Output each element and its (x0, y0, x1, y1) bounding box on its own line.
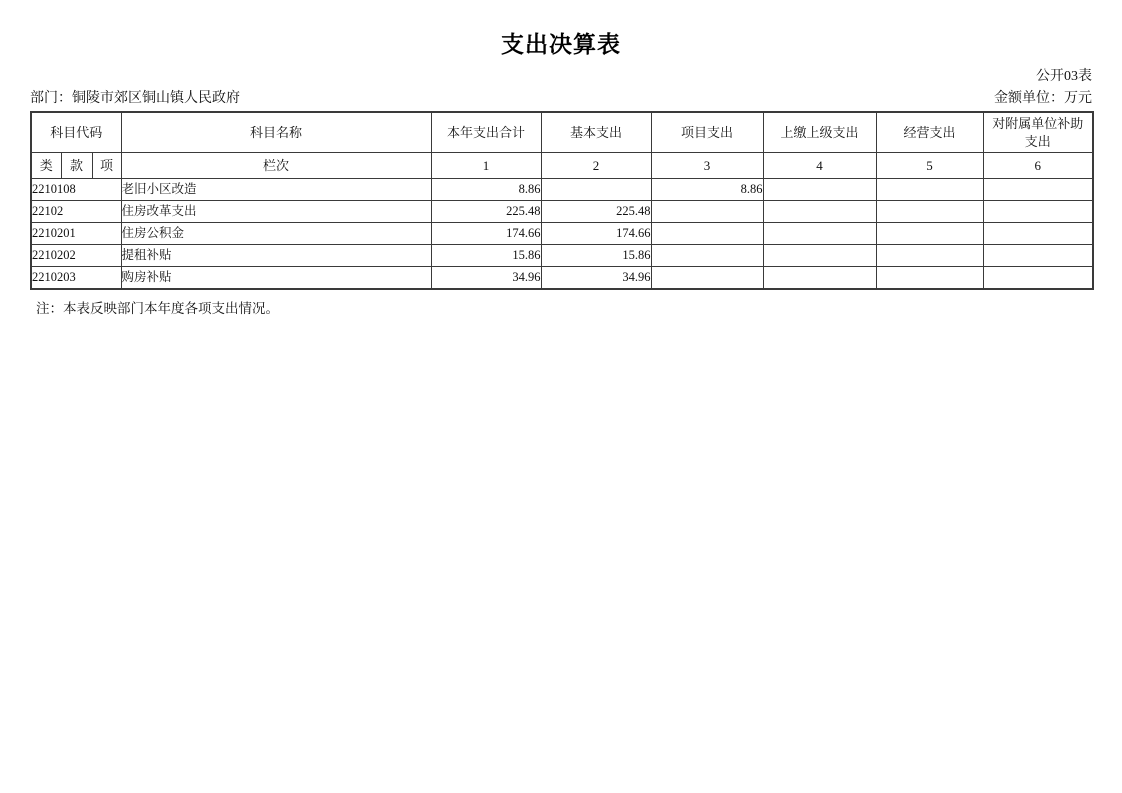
header-upward-payment: 上缴上级支出 (763, 112, 876, 153)
table-row (31, 267, 1093, 290)
header-lanci: 栏次 (121, 153, 431, 179)
cell-value (651, 223, 763, 245)
header-col-num-1: 1 (431, 153, 541, 179)
cell-value (876, 223, 983, 245)
header-subsidy-affiliated-units: 对附属单位补助支出 (983, 112, 1093, 153)
cell-subject-code: 22102 (31, 201, 121, 223)
header-subject-name: 科目名称 (121, 112, 431, 153)
cell-value (876, 245, 983, 267)
header-operating-expenditure: 经营支出 (876, 112, 983, 153)
header-col-num-3: 3 (651, 153, 763, 179)
header-total-expenditure: 本年支出合计 (431, 112, 541, 153)
cell-value (763, 267, 876, 290)
cell-value: 34.96 (431, 267, 541, 290)
cell-value: 15.86 (541, 245, 651, 267)
table-row (31, 245, 1093, 267)
cell-subject-name: 住房改革支出 (121, 201, 431, 223)
cell-value (763, 245, 876, 267)
unit-label: 金额单位：万元 (994, 91, 1092, 106)
cell-value (983, 267, 1093, 290)
cell-subject-code: 2210201 (31, 223, 121, 245)
cell-value: 225.48 (431, 201, 541, 223)
cell-value (876, 179, 983, 201)
header-section: 款 (61, 153, 92, 179)
table-row (31, 201, 1093, 223)
cell-value (651, 267, 763, 290)
cell-value: 174.66 (541, 223, 651, 245)
table-number-label: 公开03表 (1036, 69, 1092, 84)
header-col-num-5: 5 (876, 153, 983, 179)
header-col-num-4: 4 (763, 153, 876, 179)
cell-value: 34.96 (541, 267, 651, 290)
cell-value (763, 223, 876, 245)
header-col-num-6: 6 (983, 153, 1093, 179)
cell-value (983, 223, 1093, 245)
cell-value: 225.48 (541, 201, 651, 223)
cell-subject-name: 老旧小区改造 (121, 179, 431, 201)
header-row-main (31, 112, 1093, 153)
cell-value: 8.86 (431, 179, 541, 201)
table-row (31, 179, 1093, 201)
cell-subject-name: 提租补贴 (121, 245, 431, 267)
cell-value (983, 245, 1093, 267)
header-row-sub (31, 153, 1093, 179)
cell-value (763, 179, 876, 201)
header-subject-code: 科目代码 (31, 112, 121, 153)
table-row (31, 223, 1093, 245)
header-class: 类 (31, 153, 61, 179)
meta-row (30, 87, 1092, 107)
cell-value (651, 201, 763, 223)
cell-value: 174.66 (431, 223, 541, 245)
header-col-num-2: 2 (541, 153, 651, 179)
cell-subject-code: 2210203 (31, 267, 121, 290)
department-label: 部门：铜陵市郊区铜山镇人民政府 (30, 91, 240, 106)
cell-subject-code: 2210108 (31, 179, 121, 201)
cell-value (876, 267, 983, 290)
cell-value (541, 179, 651, 201)
cell-value (651, 245, 763, 267)
cell-value (876, 201, 983, 223)
table-note: 注：本表反映部门本年度各项支出情况。 (36, 301, 279, 317)
cell-subject-name: 购房补贴 (121, 267, 431, 290)
page-title: 支出决算表 (501, 31, 621, 57)
cell-value: 8.86 (651, 179, 763, 201)
cell-value (983, 201, 1093, 223)
cell-value (983, 179, 1093, 201)
expenditure-table (30, 111, 1094, 290)
header-basic-expenditure: 基本支出 (541, 112, 651, 153)
header-item: 项 (92, 153, 121, 179)
cell-value (763, 201, 876, 223)
header-project-expenditure: 项目支出 (651, 112, 763, 153)
cell-value: 15.86 (431, 245, 541, 267)
cell-subject-code: 2210202 (31, 245, 121, 267)
cell-subject-name: 住房公积金 (121, 223, 431, 245)
